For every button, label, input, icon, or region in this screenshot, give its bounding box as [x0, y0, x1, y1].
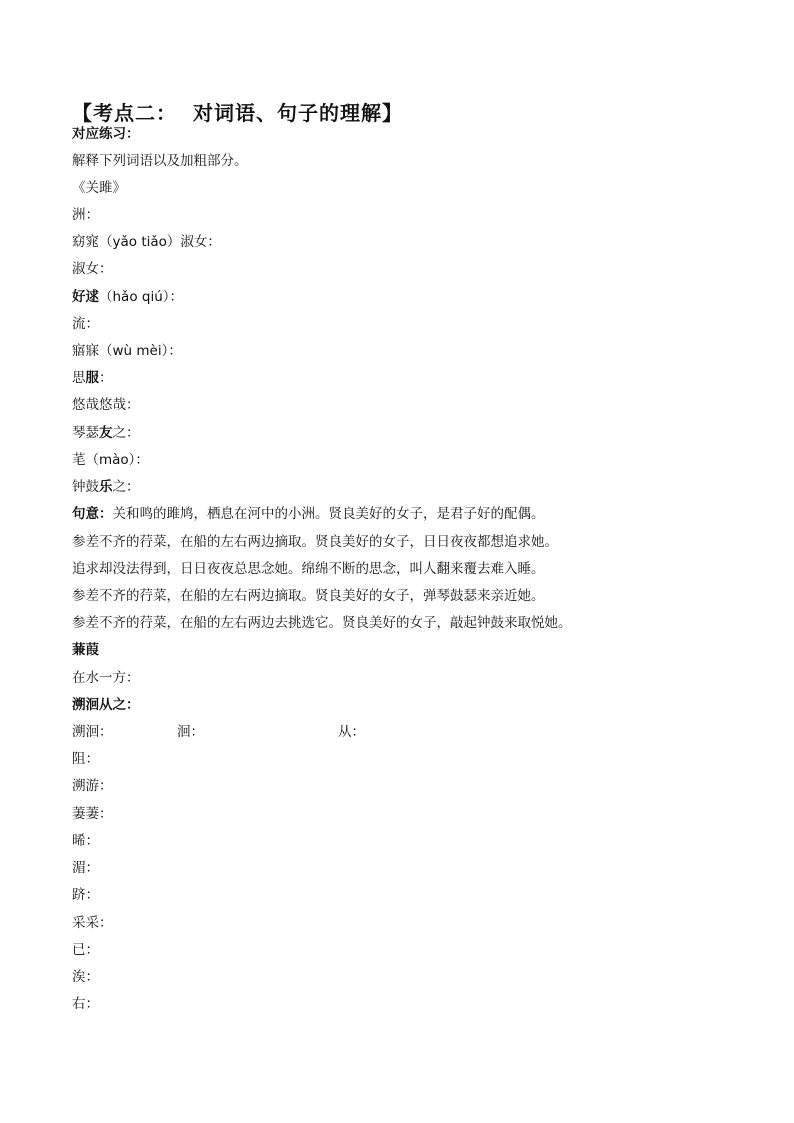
meaning-line: 参差不齐的荇菜，在船的左右两边摘取。贤良美好的女子，弹琴鼓瑟来亲近她。 [72, 588, 545, 604]
term-item: 洄： [177, 724, 204, 740]
meaning-text: 关和鸣的雎鸠，栖息在河中的小洲。贤良美好的女子，是君子好的配偶。 [112, 506, 545, 522]
practice-label: 对应练习： [72, 126, 140, 142]
meaning-line: 参差不齐的荇菜，在船的左右两边去挑选它。贤良美好的女子，敲起钟鼓来取悦她。 [72, 615, 572, 631]
heading-part-1: 【考点二： [72, 101, 177, 125]
term-plain-part: 琴瑟 [72, 425, 99, 441]
split-term-row [72, 723, 472, 741]
term-item [72, 288, 183, 306]
term-item: 寤寐（wù mèi）： [72, 343, 182, 359]
term-item: 从： [338, 724, 365, 740]
term-item: 洲： [72, 207, 99, 223]
term-item: 溯洄： [72, 724, 113, 740]
meaning-line: 追求却没法得到，日日夜夜总思念她。绵绵不断的思念，叫人翻来覆去难入睡。 [72, 561, 545, 577]
term-item: 淑女： [72, 261, 113, 277]
term-item: 芼（mào）： [72, 452, 149, 468]
term-item: 已： [72, 942, 99, 958]
term-item [72, 424, 140, 442]
term-item: 涘： [72, 969, 99, 985]
term-item: 采采： [72, 915, 113, 931]
term-item: 溯洄从之： [72, 697, 140, 713]
term-rest: ： [99, 370, 113, 386]
term-rest: 之： [112, 479, 140, 495]
term-item: 在水一方： [72, 670, 140, 686]
term-item: 跻： [72, 887, 99, 903]
meaning-line [72, 505, 545, 523]
heading-part-2: 对词语、句子的理解】 [193, 101, 403, 125]
term-item: 溯游： [72, 778, 113, 794]
term-bold-part: 友 [99, 425, 113, 441]
term-bold-part: 乐 [99, 479, 113, 495]
meaning-label: 句意： [72, 506, 113, 522]
term-item: 阻： [72, 751, 99, 767]
term-item: 悠哉悠哉： [72, 397, 140, 413]
term-bold-part: 逑 [85, 289, 99, 305]
poem-title-jianjia: 蒹葭 [72, 642, 99, 658]
poem-title-guanju: 《关雎》 [72, 180, 126, 196]
section-heading [72, 97, 403, 126]
term-rest: （hǎo qiú）： [99, 289, 184, 305]
term-item: 流： [72, 316, 99, 332]
term-item: 湄： [72, 860, 99, 876]
term-rest: 之： [112, 425, 140, 441]
term-bold-part: 好 [72, 289, 86, 305]
term-plain-part: 思 [72, 370, 86, 386]
term-item: 晞： [72, 833, 99, 849]
term-item: 萋萋： [72, 806, 113, 822]
term-item: 右： [72, 996, 99, 1012]
term-plain-part: 钟鼓 [72, 479, 99, 495]
term-item [72, 369, 113, 387]
term-item [72, 478, 140, 496]
meaning-line: 参差不齐的荇菜，在船的左右两边摘取。贤良美好的女子，日日夜夜都想追求她。 [72, 534, 558, 550]
term-bold-part: 服 [85, 370, 99, 386]
instruction-text: 解释下列词语以及加粗部分。 [72, 153, 248, 169]
term-item: 窈窕（yǎo tiǎo）淑女： [72, 234, 221, 250]
